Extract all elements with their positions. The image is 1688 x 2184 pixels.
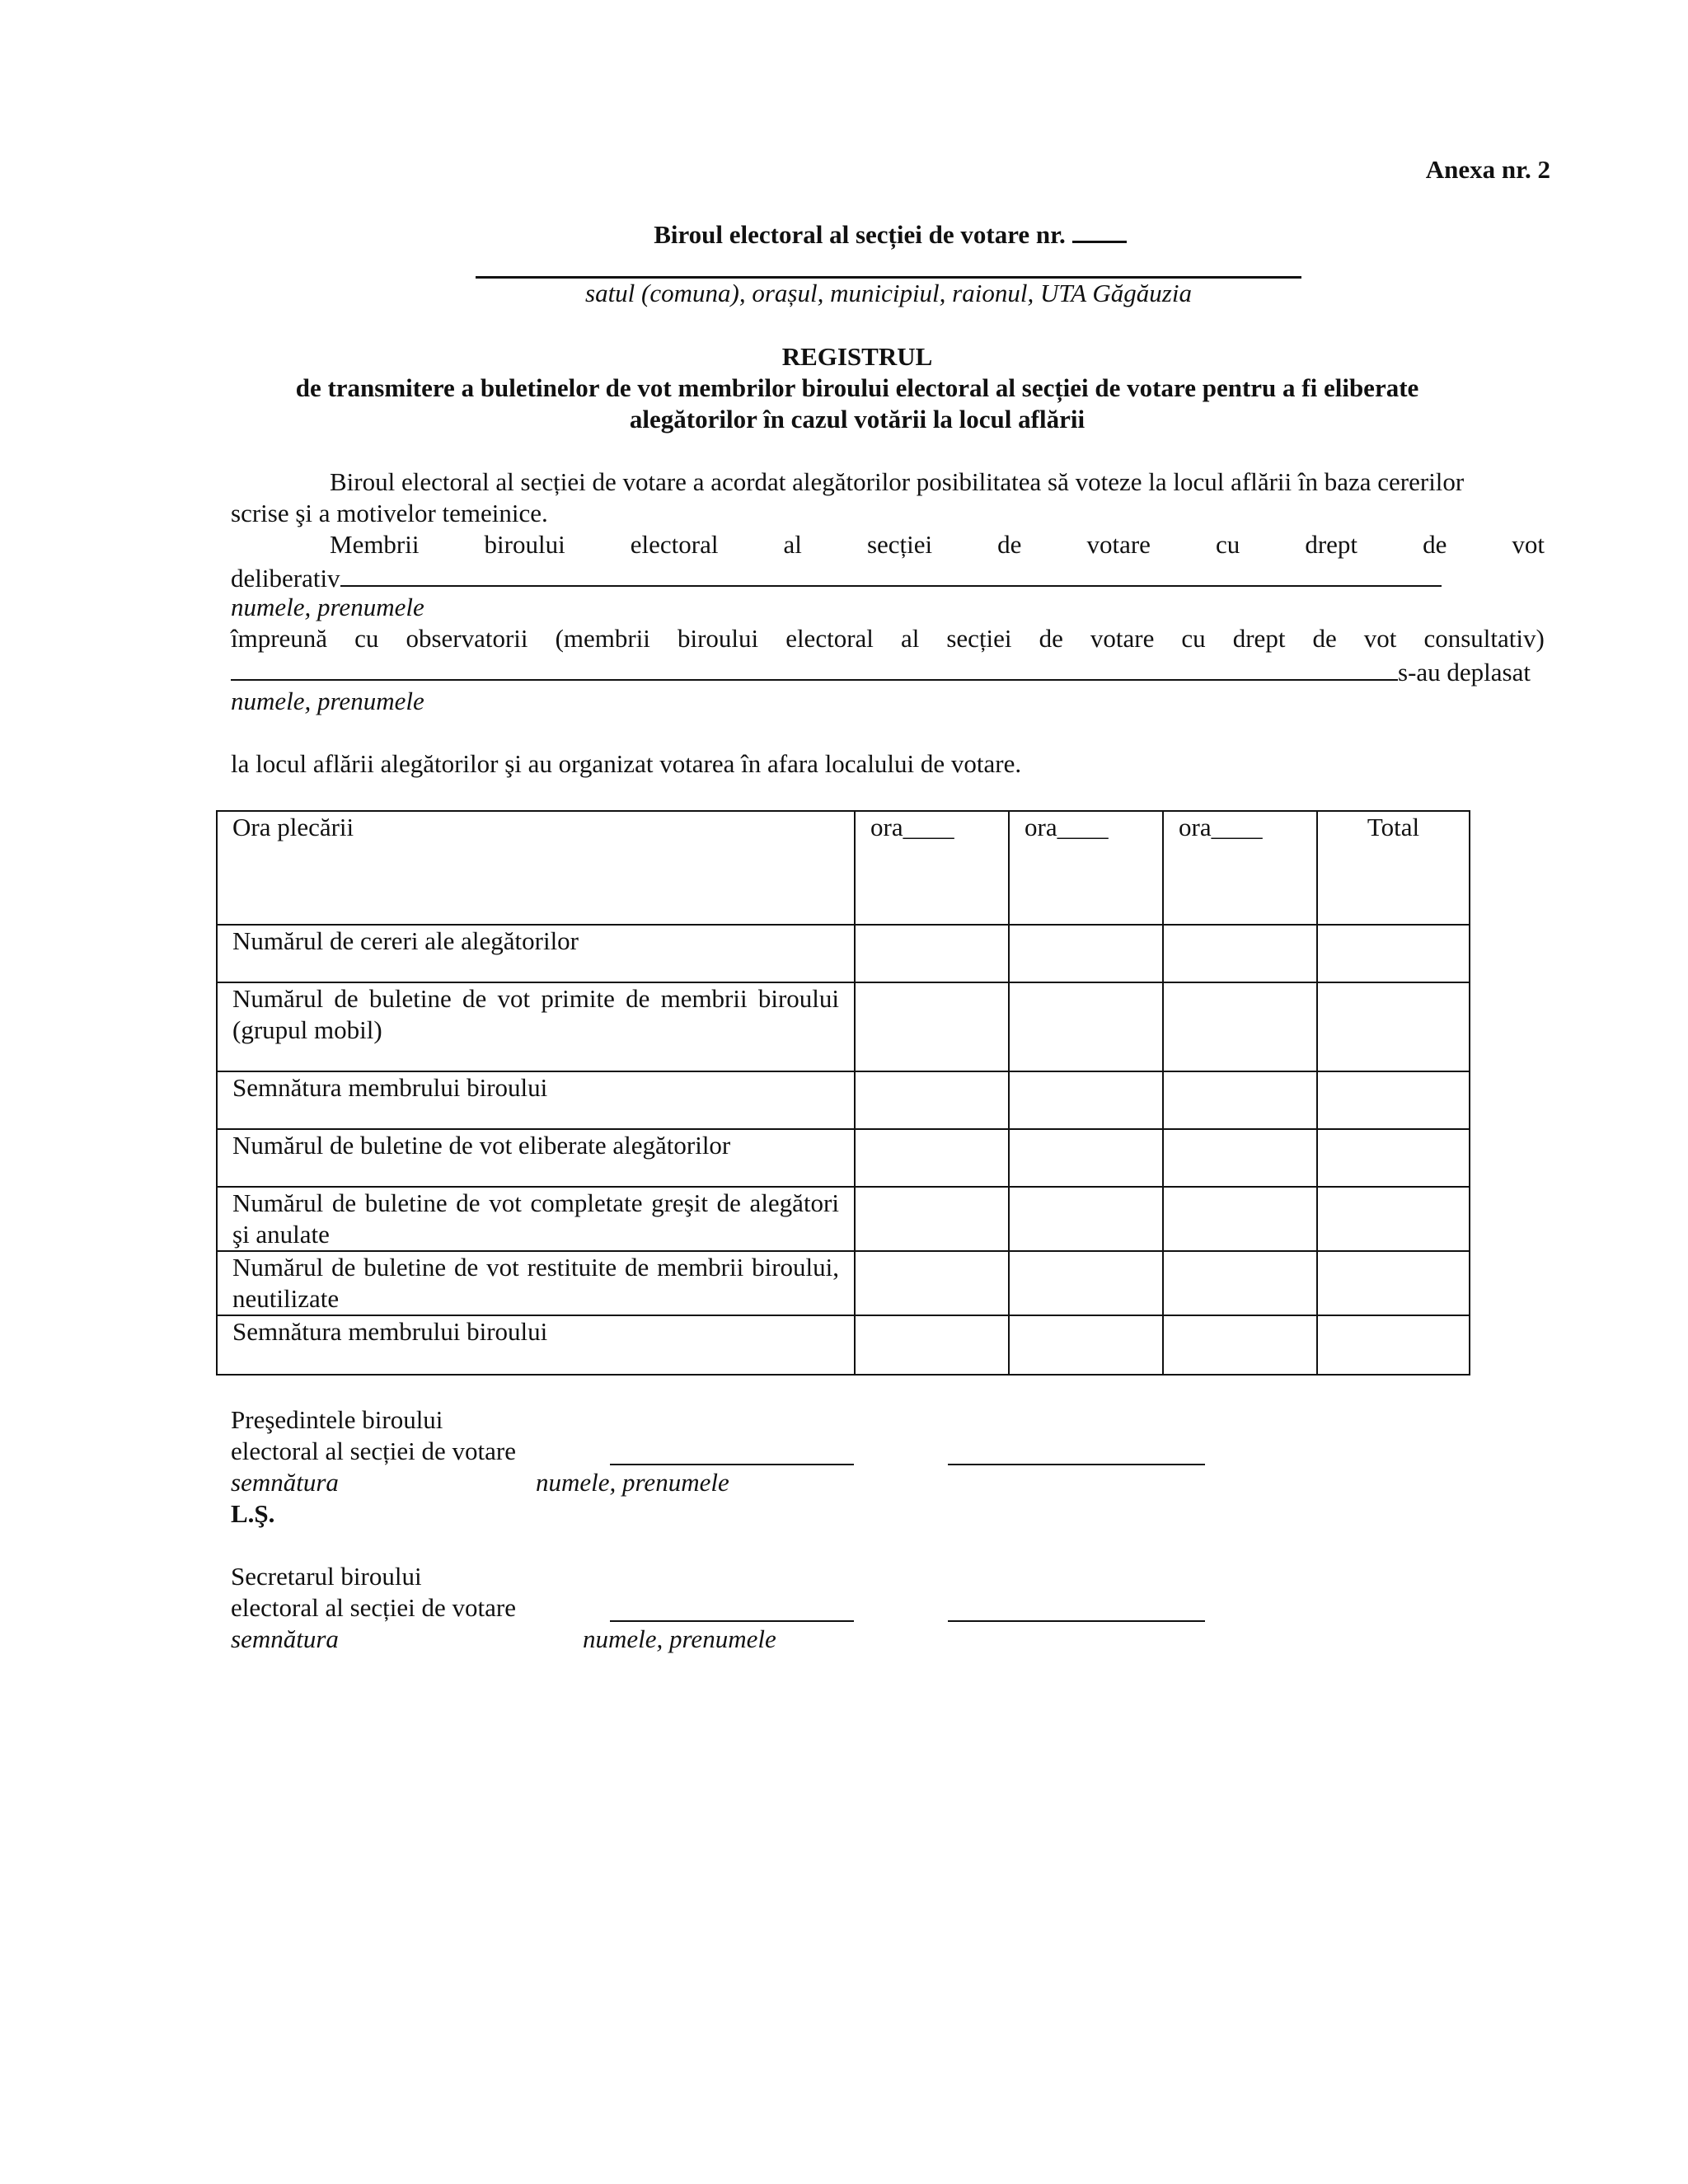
- para3-line1: [231, 623, 1545, 654]
- register-subtitle-line2: alegătorilor în cazul votării la locul aflării: [629, 405, 1085, 434]
- register-title: REGISTRUL: [781, 342, 933, 371]
- para2-word: votare: [1086, 530, 1151, 559]
- deliberativ-label: deliberativ: [231, 564, 340, 593]
- para2-word: de: [997, 530, 1022, 559]
- table-cell[interactable]: [855, 1129, 1009, 1187]
- table-cell[interactable]: [1009, 982, 1163, 1071]
- table-row: [217, 1071, 1470, 1129]
- table-cell[interactable]: [1317, 1315, 1470, 1375]
- table-cell[interactable]: [1317, 1251, 1470, 1315]
- table-cell[interactable]: [1009, 925, 1163, 982]
- table-cell[interactable]: [855, 1071, 1009, 1129]
- para3-word: drept: [1232, 624, 1286, 653]
- para3-word: de: [1039, 624, 1063, 653]
- president-name-line[interactable]: [948, 1464, 1205, 1465]
- names-caption-1: numele, prenumele: [231, 593, 424, 621]
- para2-word: secției: [866, 530, 933, 559]
- table-cell[interactable]: [1163, 925, 1317, 982]
- para2-line2: [231, 560, 1442, 594]
- para3-word: de: [1312, 624, 1337, 653]
- header-total: Total: [1317, 811, 1470, 925]
- president-name-caption: numele, prenumele: [536, 1468, 729, 1497]
- para3-word: al: [900, 624, 920, 653]
- secretary-name-caption: numele, prenumele: [583, 1624, 776, 1653]
- table-row: [217, 1129, 1470, 1187]
- para2-word: drept: [1305, 530, 1358, 559]
- table-cell[interactable]: [1009, 1251, 1163, 1315]
- para2-word: cu: [1216, 530, 1240, 559]
- header-hour-1[interactable]: ora____: [855, 811, 1009, 925]
- names-caption-2: numele, prenumele: [231, 687, 424, 715]
- para3-word: consultativ): [1423, 624, 1545, 653]
- president-line1: Preşedintele biroului: [231, 1405, 443, 1434]
- register-table: [216, 810, 1470, 1376]
- register-subtitle-line1: de transmitere a buletinelor de vot membrilor biroului electoral al secției de votare pentru a fi eliberate: [295, 373, 1419, 402]
- para4: la locul aflării alegătorilor şi au organizat votarea în afara localului de votare.: [231, 749, 1022, 778]
- president-line2: electoral al secției de votare: [231, 1436, 516, 1465]
- header-departure-time: Ora plecării: [217, 811, 855, 925]
- row-label: Semnătura membrului biroului: [217, 1315, 855, 1375]
- table-cell[interactable]: [855, 925, 1009, 982]
- table-cell[interactable]: [1317, 925, 1470, 982]
- table-cell[interactable]: [1163, 1315, 1317, 1375]
- location-caption: satul (comuna), orașul, municipiul, raionul, UTA Găgăuzia: [585, 279, 1192, 307]
- president-signature-caption: semnătura: [231, 1468, 339, 1497]
- para2-word: Membrii: [330, 530, 420, 559]
- para3-word: secției: [946, 624, 1012, 653]
- table-cell[interactable]: [855, 1251, 1009, 1315]
- table-cell[interactable]: [1009, 1071, 1163, 1129]
- stamp-label: L.Ş.: [231, 1499, 275, 1528]
- row-label: Numărul de cereri ale alegătorilor: [217, 925, 855, 982]
- table-row: [217, 1187, 1470, 1251]
- secretary-signature-line[interactable]: [610, 1620, 854, 1622]
- table-cell[interactable]: [855, 982, 1009, 1071]
- para1-line2: scrise şi a motivelor temeinice.: [231, 499, 548, 527]
- table-cell[interactable]: [1163, 982, 1317, 1071]
- para3-word: cu: [1181, 624, 1206, 653]
- para3-word: vot: [1363, 624, 1397, 653]
- bureau-title: [0, 218, 1688, 250]
- table-header-row: [217, 811, 1470, 925]
- table-cell[interactable]: [1009, 1129, 1163, 1187]
- table-cell[interactable]: [1317, 1071, 1470, 1129]
- para3-word: biroului: [677, 624, 759, 653]
- para2-word: de: [1423, 530, 1447, 559]
- president-signature-line[interactable]: [610, 1464, 854, 1465]
- para3-word: cu: [354, 624, 379, 653]
- observers-field[interactable]: [231, 654, 1398, 681]
- para2-word: al: [783, 530, 802, 559]
- para3-line2: [231, 654, 1531, 688]
- header-hour-3[interactable]: ora____: [1163, 811, 1317, 925]
- row-label: Numărul de buletine de vot eliberate alegătorilor: [217, 1129, 855, 1187]
- row-label: Numărul de buletine de vot primite de membrii biroului (grupul mobil): [217, 982, 855, 1071]
- table-cell[interactable]: [1317, 1129, 1470, 1187]
- para2-word: electoral: [630, 530, 719, 559]
- para3-word: electoral: [785, 624, 874, 653]
- secretary-line1: Secretarul biroului: [231, 1562, 422, 1591]
- table-row: [217, 982, 1470, 1071]
- table-cell[interactable]: [1317, 1187, 1470, 1251]
- para2-line1: [330, 529, 1545, 560]
- row-label: Semnătura membrului biroului: [217, 1071, 855, 1129]
- table-cell[interactable]: [1163, 1129, 1317, 1187]
- table-row: [217, 925, 1470, 982]
- para3-word: observatorii: [406, 624, 528, 653]
- header-hour-2[interactable]: ora____: [1009, 811, 1163, 925]
- para3-word: împreună: [231, 624, 328, 653]
- deliberative-members-field[interactable]: [340, 560, 1442, 587]
- table-row: [217, 1315, 1470, 1375]
- secretary-line2: electoral al secției de votare: [231, 1593, 516, 1622]
- para3-word: votare: [1090, 624, 1155, 653]
- para3-word: (membrii: [555, 624, 650, 653]
- para2-word: vot: [1512, 530, 1545, 559]
- annex-label: Anexa nr. 2: [1425, 155, 1550, 184]
- table-cell[interactable]: [1163, 1187, 1317, 1251]
- row-label: Numărul de buletine de vot restituite de membrii biroului, neutilizate: [217, 1251, 855, 1315]
- section-number-blank[interactable]: [1072, 218, 1127, 243]
- table-row: [217, 1251, 1470, 1315]
- table-cell[interactable]: [855, 1315, 1009, 1375]
- secretary-signature-caption: semnătura: [231, 1624, 339, 1653]
- table-cell[interactable]: [1317, 982, 1470, 1071]
- table-cell[interactable]: [1009, 1315, 1163, 1375]
- bureau-title-text: Biroul electoral al secției de votare nr.: [654, 220, 1066, 249]
- secretary-name-line[interactable]: [948, 1620, 1205, 1622]
- row-label: Numărul de buletine de vot completate greşit de alegători şi anulate: [217, 1187, 855, 1251]
- table-cell[interactable]: [1009, 1187, 1163, 1251]
- table-cell[interactable]: [855, 1187, 1009, 1251]
- deplasat-label: s-au deplasat: [1398, 658, 1531, 687]
- para1-line1: Biroul electoral al secției de votare a acordat alegătorilor posibilitatea să voteze la locul aflării în baza cererilor: [330, 467, 1465, 496]
- table-cell[interactable]: [1163, 1071, 1317, 1129]
- table-cell[interactable]: [1163, 1251, 1317, 1315]
- para2-word: biroului: [484, 530, 565, 559]
